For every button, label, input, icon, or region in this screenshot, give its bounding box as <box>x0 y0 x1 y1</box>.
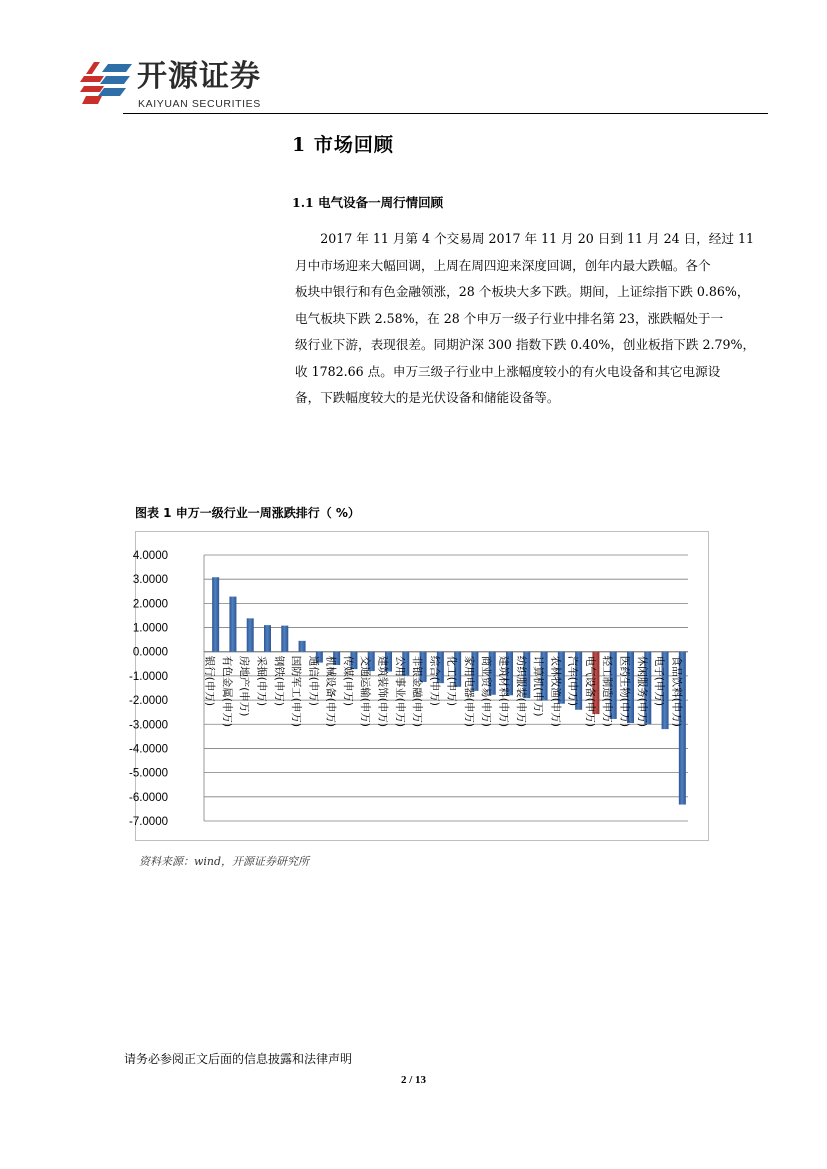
x-tick-label: 轻工制造(申万) <box>601 655 614 727</box>
x-tick-label: 有色金属(申万) <box>220 655 233 727</box>
x-tick-label: 传媒(申万) <box>341 655 354 706</box>
subsection-title: 1.1 电气设备一周行情回顾 <box>292 195 444 210</box>
bar <box>281 626 288 652</box>
x-tick-label: 公用事业(申万) <box>393 655 406 727</box>
x-tick-label: 机械设备(申万) <box>324 655 337 727</box>
x-tick-label: 商业贸易(申万) <box>480 655 493 727</box>
x-tick-label: 电气设备(申万) <box>583 655 596 727</box>
bar <box>229 597 236 652</box>
x-tick-label: 建筑装饰(申万) <box>376 655 389 727</box>
chart-container <box>128 531 709 841</box>
x-tick-label: 纺织服装(申万) <box>514 655 527 727</box>
x-tick-label: 建筑材料(申万) <box>497 655 510 727</box>
paragraph-text: 2017 年 11 月第 4 个交易周 2017 年 11 月 20 日到 11 月 24 日，经过 11 月中市场迎来大幅回调，上周在周四迎来深度回调，创年内最大跌幅。各个 板块中银行和有色金融领涨，28 个板块大多下跌。期间，上证综指下跌 0.86%， 电气板块下跌 2.58%，在 28 个申万一级子行业中排名第 23，涨跌幅处于一 级行业下游，表现很差。同期沪深 300 指数下跌 0.40%，创业板指下跌 2.79%， 收 1782.66 点。申万三级子行业中上涨幅度较小的有火电设备和其它电源设 备，下跌幅度较大的是光伏设备和储能设备等。 <box>295 231 756 405</box>
bar <box>264 625 271 652</box>
y-tick-label: 0.0000 <box>132 646 168 659</box>
figure-title: 图表 1 申万一级行业一周涨跌排行（ %） <box>135 506 360 520</box>
y-tick-label: -4.0000 <box>128 743 168 756</box>
disclaimer-text: 请务必参阅正文后面的信息披露和法律声明 <box>124 1052 353 1066</box>
industry-return-bar-chart <box>128 532 708 840</box>
x-tick-label: 非银金融(申万) <box>411 655 424 727</box>
kaiyuan-logo-icon <box>80 58 132 108</box>
header-divider <box>123 113 768 114</box>
body-paragraph <box>295 226 770 412</box>
figure-source: 资料来源：wind，开源证券研究所 <box>139 855 310 868</box>
x-tick-label: 钢铁(申万) <box>272 655 285 706</box>
x-tick-label: 休闲服务(申万) <box>635 655 648 727</box>
brand-name-en: KAIYUAN SECURITIES <box>138 98 261 110</box>
x-tick-label: 房地产(申万) <box>238 655 251 717</box>
y-tick-label: 2.0000 <box>132 598 168 611</box>
y-tick-label: -6.0000 <box>128 791 168 804</box>
x-tick-label: 汽车(申万) <box>566 655 579 706</box>
y-tick-label: -1.0000 <box>128 670 168 683</box>
y-tick-label: 1.0000 <box>132 622 168 635</box>
x-tick-label: 食品饮料(申万) <box>670 655 683 727</box>
x-tick-label: 国防军工(申万) <box>290 655 303 727</box>
x-tick-label: 通信(申万) <box>307 655 320 706</box>
bar <box>212 577 219 651</box>
x-tick-label: 医药生物(申万) <box>618 655 631 727</box>
x-tick-label: 计算机(申万) <box>532 655 545 717</box>
section-title: 1 市场回顾 <box>292 134 394 156</box>
page-number: 2 / 13 <box>400 1074 427 1086</box>
x-tick-label: 家用电器(申万) <box>462 655 475 727</box>
y-tick-label: 4.0000 <box>132 550 168 562</box>
bar <box>299 641 306 652</box>
x-tick-label: 交通运输(申万) <box>359 655 372 727</box>
y-tick-label: -7.0000 <box>128 816 168 828</box>
bar <box>247 618 254 651</box>
y-tick-label: -5.0000 <box>128 767 168 780</box>
y-tick-label: 3.0000 <box>132 574 168 587</box>
y-tick-label: -2.0000 <box>128 695 168 708</box>
x-tick-label: 电子(申万) <box>653 655 666 706</box>
x-tick-label: 化工(申万) <box>445 655 458 706</box>
x-tick-label: 农林牧渔(申万) <box>549 655 562 727</box>
x-tick-label: 采掘(申万) <box>255 655 268 706</box>
y-tick-label: -3.0000 <box>128 719 168 732</box>
x-tick-label: 银行(申万) <box>203 655 216 706</box>
brand-name-cn: 开源证券 <box>137 59 261 94</box>
x-tick-label: 综合(申万) <box>428 655 441 706</box>
